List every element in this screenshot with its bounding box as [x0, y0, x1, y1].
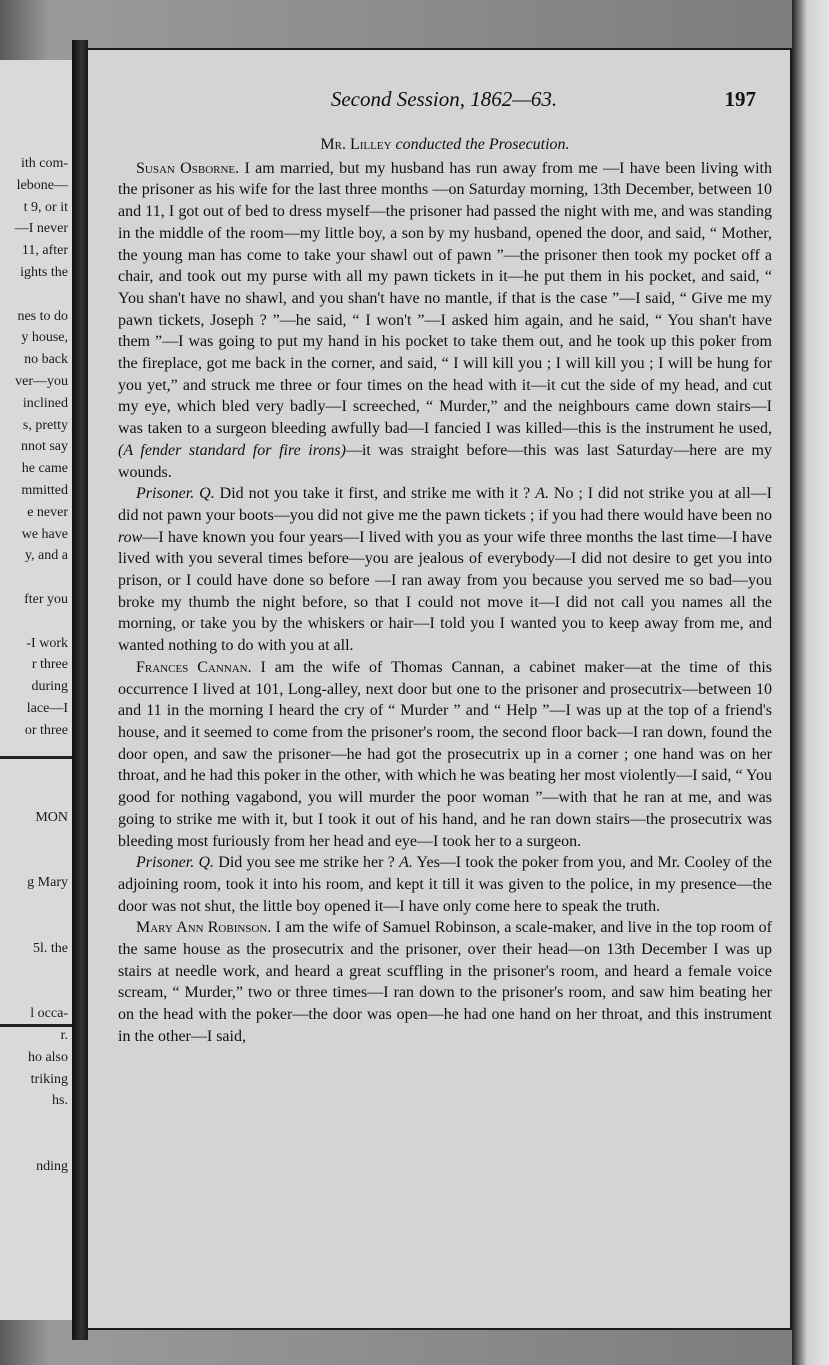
left-page-line-fragment: MON [35, 810, 68, 825]
left-page-line-fragment: r. [60, 1028, 68, 1043]
speaker-label: Prisoner. [136, 485, 195, 503]
witness-name: Susan Osborne. [136, 159, 240, 177]
question-label: Q. [194, 485, 215, 503]
left-page-line-fragment: y, and a [24, 548, 68, 564]
left-page-line-fragment: triking [30, 1071, 68, 1087]
testimony-text: I am married, but my husband has run away from me —I have been living with the prisoner as his wife for the last three months —on Saturday morning, 13th December, between 10 and 11, I got out of bed to dress myself—the prisoner had passed the night with me, and was standing in the middle of the room—my little boy, a son by my husband, opened the door, and said, “ Mother, the young man has come to take your shawl out of pawn ”—the prisoner then took my pocket off a chair, and took out my purse with all my pawn tickets in it—he put them in his pocket, and said, “ You shan't have no shawl, and you shan't have no mantle, if that is the case ”—I said, “ Give me my pawn tickets, Joseph ? ”—he said, “ I won't ”—I asked him again, and he said, “ You shan't have them ”—I was going to put my hand in his pocket to take them out, and he took up this poker from the fireplace, got me back in the corner, and said, “ I will kill you ; I will kill you ; I will be hung for you yet,” and struck me three or four times on the head with it—it cut the side of my head, and cut my eye, which bled very badly—I screeched, “ Murder,” and the neighbours came down stairs—I was taken to a surgeon bleeding awfully bad—I fancied I was killed—this is the instrument he used, [118, 159, 772, 438]
right-page [86, 48, 792, 1330]
left-page-line-fragment: 5l. the [33, 940, 68, 956]
page-edge [792, 0, 829, 1365]
italic-word: row [118, 528, 143, 546]
page-body [118, 134, 772, 1048]
left-page-rule [0, 1024, 72, 1027]
left-page-line-fragment: nding [36, 1158, 68, 1174]
left-page-line-fragment: lace—I [26, 701, 68, 716]
left-page-line-fragment: -I work [26, 635, 68, 651]
page-header [118, 84, 770, 114]
left-page-line-fragment: ights the [20, 265, 68, 280]
question-text: Did you see me strike her ? [214, 854, 400, 872]
left-facing-page [0, 60, 75, 1320]
left-page-line-fragment: s, pretty [22, 417, 68, 433]
left-page-line-fragment: t 9, or it [23, 199, 68, 215]
left-page-line-fragment: —I never [14, 221, 68, 237]
left-page-line-fragment: r three [31, 657, 68, 673]
left-page-line-fragment: he came [21, 461, 68, 477]
left-page-line-fragment: ho also [27, 1049, 68, 1065]
testimony-frances-cannan [118, 657, 772, 852]
answer-text: No ; I did not strike you at all—I did not pawn your boots—you did not give me the pawn tickets ; if you had there would have been no [118, 485, 773, 524]
heading-text: conducted the Prosecution. [391, 136, 570, 153]
witness-name: Frances Cannan. [136, 658, 252, 676]
answer-label: A. [399, 854, 413, 872]
prosecution-heading [118, 134, 772, 156]
testimony-text-tail: —it was straight before—this was last Saturday—here are my wounds. [118, 441, 773, 481]
left-page-line-fragment: g Mary [27, 875, 68, 891]
answer-text-tail: —I have known you four years—I lived with you as your wife three months the last time—I have lived with you several times before—you are jealous of everybody—I did not desire to get you into prison, or I could have done so before —I ran away from you because you served me so bad—you broke my thumb the night before, so that I could not move it—I did not call you names all the morning, or take you by the whiskers or hair—I told you I wanted you to keep away from me, and wanted nothing to do with you at all. [118, 528, 772, 655]
testimony-text: I am the wife of Thomas Cannan, a cabinet maker—at the time of this occurrence I lived at 101, Long-alley, next door but one to the prisoner and prosecutrix—between 10 and 11 in the morning I heard the cry of “ Murder ” and “ Help ”—I was up at the top of a friend's house, and it seemed to come from the prisoner's room, the second floor back—I ran down, found the door open, and saw the prisoner—he had got the prosecutrix up in a corner ; one hand was on her throat, and he had this poker in the other, with which he was beating her most violently—I said, “ You good for nothing vagabond, you will murder the poor woman ”—with that he ran at me, and was going to strike me with it, but I took it out of his hand, and he ran down stairs—the prosecutrix was bleeding most furiously from her head and eye—I took her to a surgeon. [118, 658, 772, 850]
left-page-line-fragment: hs. [52, 1093, 68, 1109]
left-page-line-fragment: ver—you [15, 374, 68, 389]
left-page-line-fragment: lebone— [16, 177, 68, 193]
left-page-line-fragment: e never [27, 504, 68, 520]
exhibit-note: (A fender standard for fire irons) [118, 441, 346, 459]
left-page-rule [0, 756, 72, 759]
running-head: Second Session, 1862—63. [330, 87, 558, 111]
question-text: Did not you take it first, and strike me with it ? [214, 485, 536, 503]
left-page-line-fragment: y house, [21, 330, 68, 346]
page-number: 197 [724, 87, 756, 111]
left-page-line-fragment: ith com- [20, 156, 68, 171]
left-page-line-fragment: during [31, 679, 68, 695]
left-page-line-fragment: no back [24, 352, 68, 368]
witness-name: Mary Ann Robinson. [136, 919, 272, 937]
left-page-line-fragment: 11, after [21, 243, 68, 259]
left-page-line-fragment: we have [21, 526, 68, 542]
testimony-mary-ann-robinson [118, 917, 772, 1047]
answer-text: Yes—I took the poker from you, and Mr. Cooley of the adjoining room, took it into his room, and kept it till it was given to the police, in my presence—the door was not shut, the little boy opened it—I have only come here to speak the truth. [118, 854, 773, 915]
speaker-label: Prisoner. [136, 854, 195, 872]
left-page-line-fragment: l occa- [30, 1006, 68, 1022]
counsel-name: Mr. Lilley [320, 136, 392, 153]
cross-examination-2 [118, 852, 772, 917]
left-page-line-fragment: fter you [24, 592, 68, 607]
left-page-line-fragment: inclined [22, 395, 68, 411]
testimony-susan-osborne [118, 158, 772, 484]
question-label: Q. [194, 854, 215, 872]
cross-examination-1 [118, 483, 772, 657]
left-page-line-fragment: or three [24, 722, 68, 738]
answer-label: A. [535, 485, 549, 503]
left-page-line-fragment: mmitted [21, 483, 68, 498]
left-page-line-fragment: nes to do [17, 308, 68, 324]
left-page-line-fragment: nnot say [20, 439, 68, 455]
testimony-text: I am the wife of Samuel Robinson, a scale-maker, and live in the top room of the same house as the prosecutrix and the prisoner, over their head—on 13th December I was up stairs at needle work, and heard a great scuffling in the prisoner's room, and heard a female voice scream, “ Murder,” two or three times—I ran down to the prisoner's room, and saw him beating her on the head with the poker—the door was open—he had one hand on her throat, and this instrument in the other—I said, [118, 919, 773, 1045]
